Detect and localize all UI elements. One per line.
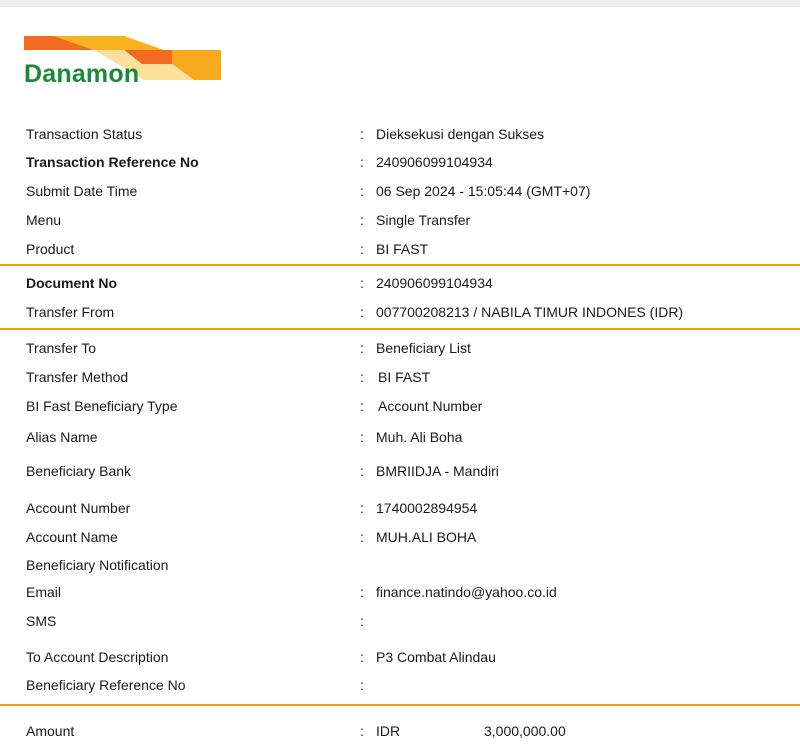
transfer-method-label: Transfer Method (26, 369, 129, 385)
separator: : (360, 398, 364, 414)
product-value: BI FAST (376, 241, 429, 257)
separator: : (360, 241, 364, 257)
transaction-status-label: Transaction Status (26, 126, 143, 142)
separator: : (360, 613, 364, 629)
row-submit-date-time (26, 181, 786, 201)
separator: : (360, 723, 364, 739)
beneficiary-notification-label: Beneficiary Notification (26, 557, 169, 573)
row-menu (26, 210, 786, 230)
menu-value: Single Transfer (376, 212, 471, 228)
row-amount (26, 721, 786, 741)
separator: : (360, 529, 364, 545)
amount-currency: IDR (376, 723, 401, 739)
row-transaction-reference-no (26, 152, 786, 172)
account-name-value: MUH.ALI BOHA (376, 529, 477, 545)
bi-fast-beneficiary-type-value: Account Number (378, 398, 483, 414)
separator: : (360, 275, 364, 291)
section-divider (0, 328, 800, 330)
transfer-to-label: Transfer To (26, 340, 97, 356)
transaction-reference-no-value: 240906099104934 (376, 154, 493, 170)
transfer-to-value: Beneficiary List (376, 340, 471, 356)
document-no-label: Document No (26, 275, 117, 291)
separator: : (360, 304, 364, 320)
row-beneficiary-reference-no (26, 675, 786, 695)
transaction-reference-no-label: Transaction Reference No (26, 154, 199, 170)
row-beneficiary-bank (26, 461, 786, 481)
separator: : (360, 463, 364, 479)
row-beneficiary-notification (26, 555, 786, 575)
separator: : (360, 369, 364, 385)
separator: : (360, 212, 364, 228)
row-alias-name (26, 427, 786, 447)
document-no-value: 240906099104934 (376, 275, 493, 291)
row-sms (26, 611, 786, 631)
separator: : (360, 500, 364, 516)
submit-date-time-value: 06 Sep 2024 - 15:05:44 (GMT+07) (376, 183, 591, 199)
account-number-value: 1740002894954 (376, 500, 478, 516)
separator: : (360, 183, 364, 199)
separator: : (360, 584, 364, 600)
bi-fast-beneficiary-type-label: BI Fast Beneficiary Type (26, 398, 178, 414)
product-label: Product (26, 241, 75, 257)
row-product (26, 239, 786, 259)
email-label: Email (26, 584, 62, 600)
alias-name-label: Alias Name (26, 429, 98, 445)
transfer-from-label: Transfer From (26, 304, 115, 320)
row-transfer-method (26, 367, 786, 387)
row-transaction-status (26, 124, 786, 144)
transfer-from-value: 007700208213 / NABILA TIMUR INDONES (IDR) (376, 304, 684, 320)
amount-value: 3,000,000.00 (484, 723, 566, 739)
email-value: finance.natindo@yahoo.co.id (376, 584, 557, 600)
to-account-description-label: To Account Description (26, 649, 169, 665)
transfer-method-value: BI FAST (378, 369, 431, 385)
transaction-status-value: Dieksekusi dengan Sukses (376, 126, 545, 142)
row-document-no (26, 273, 786, 293)
account-number-label: Account Number (26, 500, 131, 516)
row-bi-fast-beneficiary-type (26, 396, 786, 416)
account-name-label: Account Name (26, 529, 118, 545)
row-to-account-description (26, 647, 786, 667)
beneficiary-bank-value: BMRIIDJA - Mandiri (376, 463, 499, 479)
danamon-logo (24, 34, 224, 90)
row-account-number (26, 498, 786, 518)
to-account-description-value: P3 Combat Alindau (376, 649, 496, 665)
brand-name: Danamon (24, 60, 140, 88)
menu-label: Menu (26, 212, 62, 228)
beneficiary-bank-label: Beneficiary Bank (26, 463, 132, 479)
section-divider (0, 704, 800, 706)
separator: : (360, 340, 364, 356)
row-email (26, 582, 786, 602)
row-transfer-to (26, 338, 786, 358)
amount-label: Amount (26, 723, 75, 739)
separator: : (360, 154, 364, 170)
sms-label: SMS (26, 613, 57, 629)
beneficiary-reference-no-label: Beneficiary Reference No (26, 677, 186, 693)
separator: : (360, 677, 364, 693)
alias-name-value: Muh. Ali Boha (376, 429, 463, 445)
separator: : (360, 126, 364, 142)
separator: : (360, 649, 364, 665)
row-account-name (26, 527, 786, 547)
submit-date-time-label: Submit Date Time (26, 183, 138, 199)
section-divider (0, 264, 800, 266)
row-transfer-from (26, 302, 786, 322)
separator: : (360, 429, 364, 445)
page-top-edge (0, 0, 800, 7)
